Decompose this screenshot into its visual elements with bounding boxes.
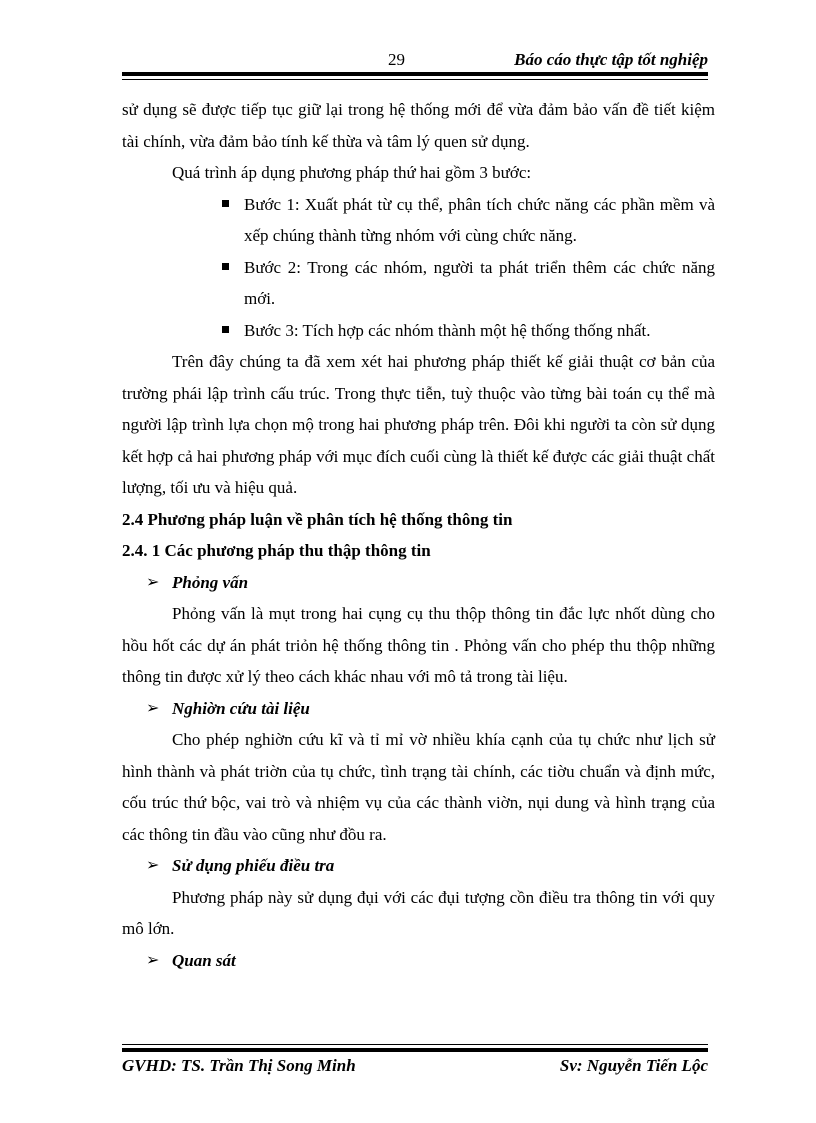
- list-item-text: Bước 3: Tích hợp các nhóm thành một hệ thống thống nhất.: [244, 320, 651, 340]
- paragraph-steps-intro: Quá trình áp dụng phương pháp thứ hai gồm 3 bước:: [172, 163, 532, 182]
- method-heading-observation: [122, 945, 715, 977]
- list-item: [122, 189, 715, 252]
- square-bullet-icon: [222, 326, 229, 333]
- page-content: [122, 94, 715, 976]
- method-title: Quan sát: [172, 950, 236, 970]
- method-title: Nghiờn cứu tài liệu: [172, 698, 310, 718]
- square-bullet-icon: [222, 200, 229, 207]
- footer-student: Sv: Nguyễn Tiến Lộc: [559, 1056, 708, 1075]
- page-footer: [122, 1052, 708, 1080]
- header-rule-thick: [122, 72, 708, 76]
- method-heading-interview: [122, 567, 715, 599]
- method-heading-survey: [122, 850, 715, 882]
- arrow-bullet-icon: ➢: [146, 857, 160, 874]
- paragraph-continued: sử dụng sẽ được tiếp tục giữ lại trong hệ thống mới để vừa đảm bảo vấn đề tiết kiệm tài chính, vừa đảm bảo tính kế thừa và tâm lý quen sử dụng.: [122, 100, 715, 151]
- footer-supervisor: GVHD: TS. Trần Thị Song Minh: [122, 1056, 356, 1075]
- subsection-heading: 2.4. 1 Các phương pháp thu thập thông tin: [122, 541, 431, 560]
- arrow-bullet-icon: ➢: [146, 951, 160, 969]
- footer-rule-thin: [122, 1044, 708, 1045]
- method-title: Sử dụng phiếu điều tra: [172, 856, 335, 875]
- list-item: [122, 315, 715, 347]
- method-text-document-study: Cho phép nghiờn cứu kĩ và tỉ mỉ vờ nhiều khía cạnh của tụ chức như lịch sử hình thành và phát triờn của tụ chức, tình trạng tài chính, các tiờu chuẩn và định mức, cốu trúc thứ bộc, vai trò và nhiệm vụ của các thành viờn, nụi dung và hình trạng của các thông tin đầu vào cũng như đồu ra.: [122, 730, 715, 844]
- header-title: Báo cáo thực tập tốt nghiệp: [514, 50, 708, 69]
- list-item-text: Bước 2: Trong các nhóm, người ta phát triển thêm các chức năng mới.: [244, 257, 715, 308]
- method-text-survey: Phương pháp này sử dụng đụi với các đụi tượng cồn điều tra thông tin với quy mô lớn.: [122, 887, 715, 938]
- list-item: [122, 252, 715, 315]
- section-heading: 2.4 Phương pháp luận về phân tích hệ thống thông tin: [122, 509, 513, 529]
- method-heading-document-study: [122, 693, 715, 725]
- page-header: [122, 48, 708, 72]
- method-title: Phỏng vấn: [172, 572, 249, 592]
- arrow-bullet-icon: ➢: [146, 699, 160, 717]
- paragraph-summary: Trên đây chúng ta đã xem xét hai phương pháp thiết kế giải thuật cơ bản của trường phái lập trình cấu trúc. Trong thực tiễn, tuỳ thuộc vào từng bài toán cụ thể mà người lập trình lựa chọn mộ trong hai phương pháp trên. Đôi khi người ta còn sử dụng kết hợp cả hai phương pháp với mục đích cuối cùng là thiết kế được các giải thuật chất lượng, tối ưu và hiệu quả.: [122, 352, 715, 497]
- method-text-interview: Phỏng vấn là mụt trong hai cụng cụ thu thộp thông tin đắc lực nhốt dùng cho hồu hốt các dự án phát triỏn hệ thống thông tin . Phỏng vấn cho phép thu thộp những thông tin được xử lý theo cách khác nhau với mô tả trong tài liệu.: [122, 604, 715, 686]
- list-item-text: Bước 1: Xuất phát từ cụ thể, phân tích chức năng các phần mềm và xếp chúng thành từng nhóm với cùng chức năng.: [244, 194, 715, 245]
- arrow-bullet-icon: ➢: [146, 573, 160, 591]
- steps-list: [122, 189, 715, 347]
- header-rule-thin: [122, 79, 708, 80]
- page-number: 29: [388, 50, 405, 69]
- square-bullet-icon: [222, 263, 229, 270]
